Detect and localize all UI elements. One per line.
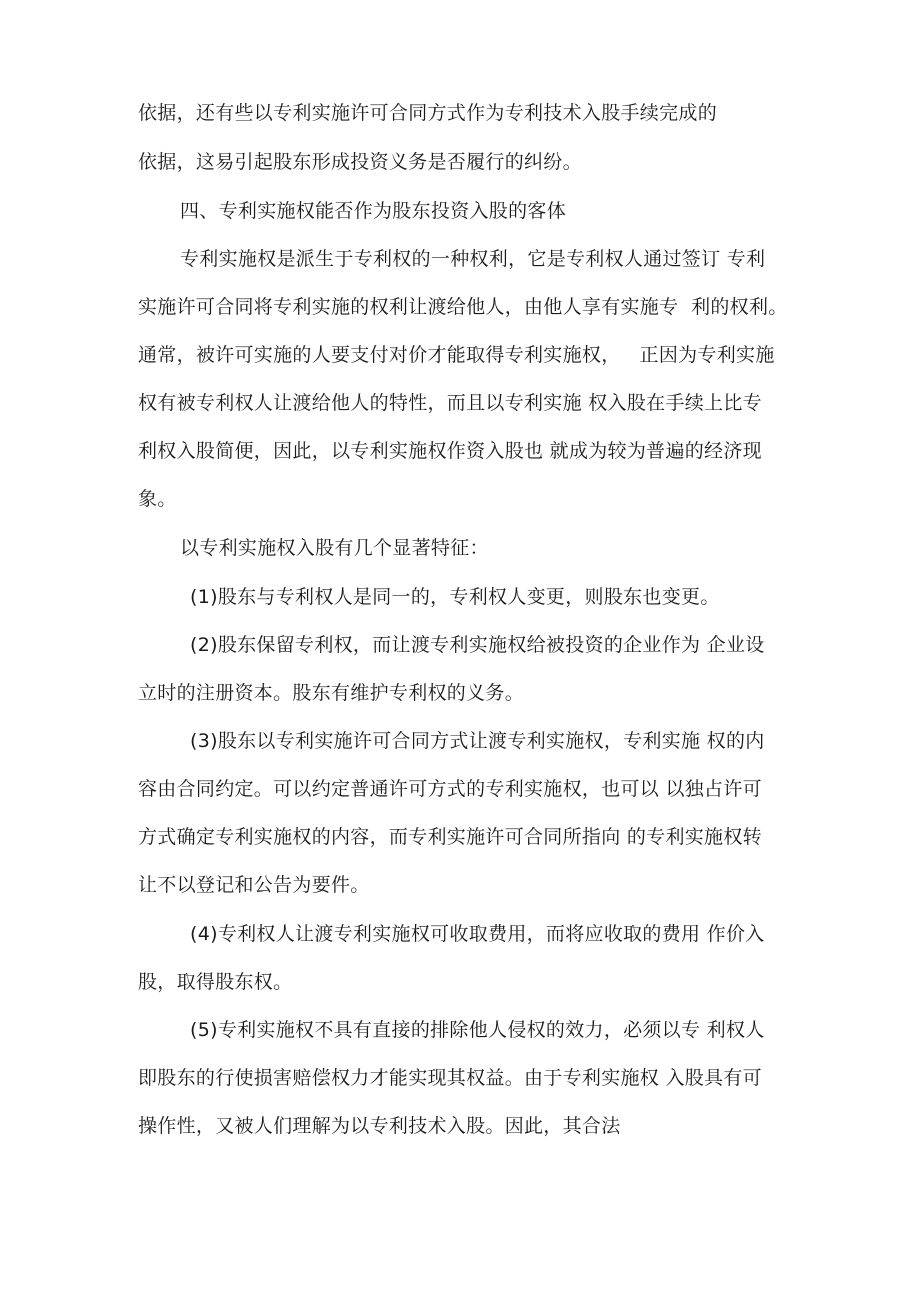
text-line: 即股东的行使损害赔偿权力才能实现其权益。由于专利实施权 入股具有可	[138, 1067, 762, 1089]
text-line: 股，取得股东权。	[138, 971, 293, 993]
text-line: 专利实施权是派生于专利权的一种权利，它是专利权人通过签订 专利	[180, 248, 766, 270]
text-line: 象。	[138, 488, 177, 510]
text-line: 让不以登记和公告为要件。	[138, 874, 370, 896]
list-item: (5)专利实施权不具有直接的排除他人侵权的效力，必须以专 利权人	[190, 1019, 765, 1041]
list-item: (3)股东以专利实施许可合同方式让渡专利实施权，专利实施 权的内	[190, 730, 765, 752]
list-item: (1)股东与专利权人是同一的，专利权人变更，则股东也变更。	[190, 586, 720, 608]
text-line: 操作性，又被人们理解为以专利技术入股。因此，其合法	[138, 1115, 621, 1137]
text-line: 利权入股简便，因此，以专利实施权作资入股也 就成为较为普遍的经济现	[138, 440, 762, 462]
section-heading: 四、专利实施权能否作为股东投资入股的客体	[180, 200, 567, 222]
text-line: 实施许可合同将专利实施的权利让渡给他人，由他人享有实施专 利的权利。	[138, 296, 788, 318]
text-line: 依据，还有些以专利实施许可合同方式作为专利技术入股手续完成的	[138, 102, 718, 124]
text-line: 容由合同约定。可以约定普通许可方式的专利实施权，也可以 以独占许可	[138, 778, 762, 800]
text-line: 权有被专利权人让渡给他人的特性，而且以专利实施 权入股在手续上比专	[138, 392, 762, 414]
text-line: 立时的注册资本。股东有维护专利权的义务。	[138, 682, 525, 704]
text-line: 方式确定专利实施权的内容，而专利实施许可合同所指向 的专利实施权转	[138, 826, 762, 848]
text-line: 以专利实施权入股有几个显著特征：	[180, 537, 489, 559]
list-item: (4)专利权人让渡专利实施权可收取费用，而将应收取的费用 作价入	[190, 923, 765, 945]
text-line: 通常，被许可实施的人要支付对价才能取得专利实施权， 正因为专利实施	[138, 344, 775, 366]
list-item: (2)股东保留专利权，而让渡专利实施权给被投资的企业作为 企业设	[190, 634, 765, 656]
text-line: 依据，这易引起股东形成投资义务是否履行的纠纷。	[138, 151, 582, 173]
